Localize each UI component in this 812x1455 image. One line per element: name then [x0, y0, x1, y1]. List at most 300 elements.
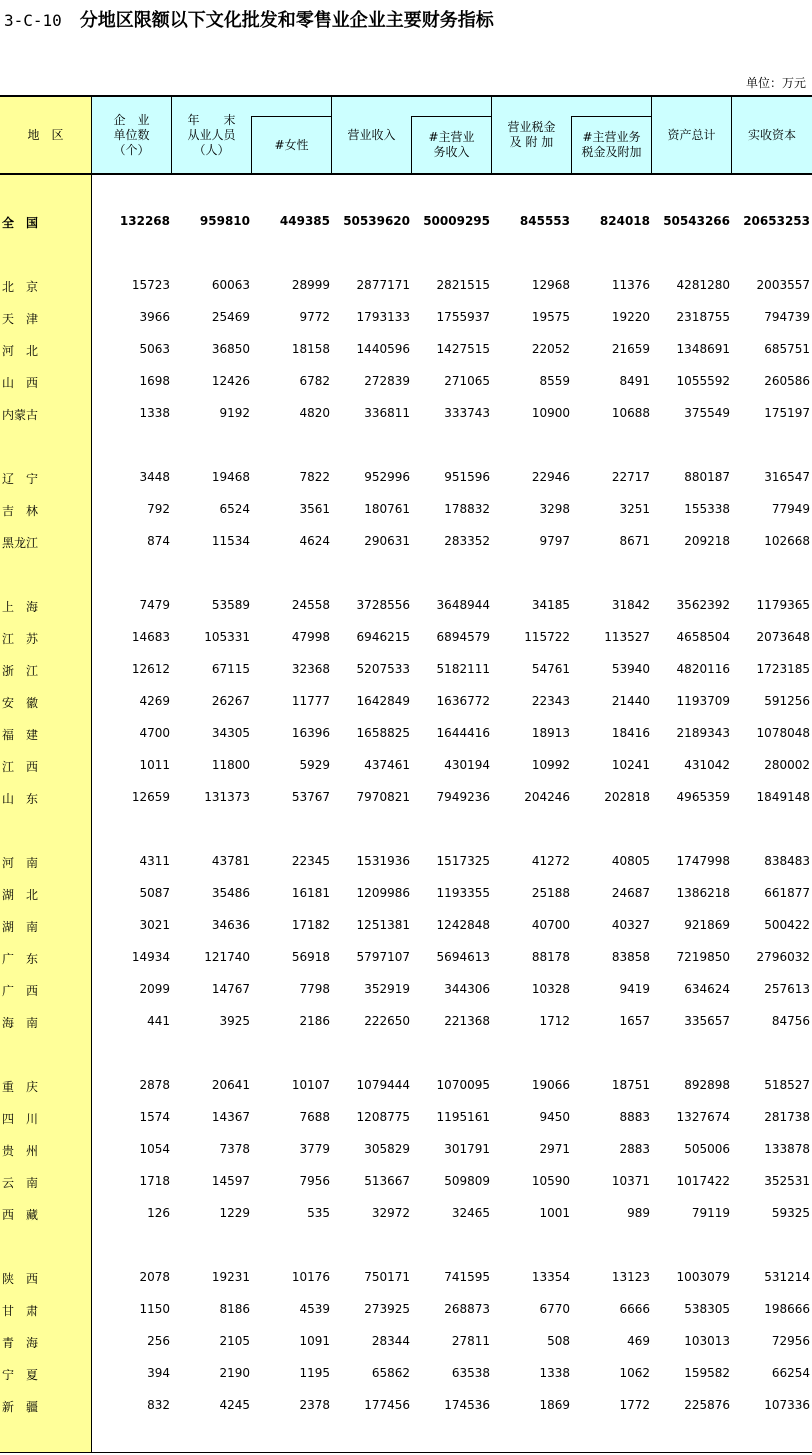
cell-value: 959810: [199, 214, 250, 228]
cell-value: 113527: [604, 630, 650, 644]
cell-value: 874: [147, 534, 170, 548]
row-region-name: 黑龙江: [2, 536, 39, 550]
cell-value: 8491: [619, 374, 650, 388]
cell-value: 1091: [299, 1334, 330, 1348]
cell-value: 28999: [291, 278, 330, 292]
cell-value: 13123: [611, 1270, 650, 1284]
cell-value: 204246: [524, 790, 570, 804]
table-row: [0, 1268, 812, 1288]
cell-value: 1793133: [356, 310, 410, 324]
table-row: [0, 1364, 812, 1384]
cell-value: 63538: [451, 1366, 490, 1380]
cell-value: 1078048: [756, 726, 810, 740]
cell-value: 1150: [139, 1302, 170, 1316]
cell-value: 7688: [299, 1110, 330, 1124]
table-row: [0, 308, 812, 328]
row-region-name: 宁 夏: [2, 1368, 39, 1382]
cell-value: 1869: [539, 1398, 570, 1412]
cell-value: 34636: [211, 918, 250, 932]
cell-value: 1723185: [756, 662, 810, 676]
row-region-name: 山 东: [2, 792, 39, 806]
cell-value: 352531: [764, 1174, 810, 1188]
row-region-name: 湖 北: [2, 888, 39, 902]
cell-value: 115722: [524, 630, 570, 644]
cell-value: 84756: [771, 1014, 810, 1028]
cell-value: 1209986: [356, 886, 410, 900]
cell-value: 83858: [611, 950, 650, 964]
cell-value: 59325: [771, 1206, 810, 1220]
cell-value: 31842: [611, 598, 650, 612]
cell-value: 2971: [539, 1142, 570, 1156]
cell-value: 794739: [764, 310, 810, 324]
cell-value: 4820: [299, 406, 330, 420]
cell-value: 305829: [364, 1142, 410, 1156]
cell-value: 10900: [531, 406, 570, 420]
cell-value: 50539620: [343, 214, 410, 228]
cell-value: 27811: [451, 1334, 490, 1348]
row-region-name: 贵 州: [2, 1144, 39, 1158]
cell-value: 1642849: [356, 694, 410, 708]
row-region-name: 福 建: [2, 728, 39, 742]
cell-value: 6524: [219, 502, 250, 516]
cell-value: 10371: [611, 1174, 650, 1188]
table-row: [0, 724, 812, 744]
cell-value: 131373: [204, 790, 250, 804]
table-row: [0, 1108, 812, 1128]
cell-value: 24687: [611, 886, 650, 900]
cell-value: 1348691: [676, 342, 730, 356]
cell-value: 18751: [611, 1078, 650, 1092]
cell-value: 47998: [291, 630, 330, 644]
cell-value: 103013: [684, 1334, 730, 1348]
cell-value: 2105: [219, 1334, 250, 1348]
row-region-name: 云 南: [2, 1176, 39, 1190]
cell-value: 67115: [211, 662, 250, 676]
cell-value: 72956: [771, 1334, 810, 1348]
cell-value: 394: [147, 1366, 170, 1380]
cell-value: 202818: [604, 790, 650, 804]
cell-value: 268873: [444, 1302, 490, 1316]
table-row: [0, 660, 812, 680]
row-region-name: 海 南: [2, 1016, 39, 1030]
cell-value: 316547: [764, 470, 810, 484]
cell-value: 1193355: [436, 886, 490, 900]
cell-value: 1070095: [436, 1078, 490, 1092]
cell-value: 17182: [291, 918, 330, 932]
table-row: [0, 884, 812, 904]
cell-value: 1718: [139, 1174, 170, 1188]
cell-value: 5182111: [436, 662, 490, 676]
row-region-name: 山 西: [2, 376, 39, 390]
cell-value: 19468: [211, 470, 250, 484]
table-title: 分地区限额以下文化批发和零售业企业主要财务指标: [79, 10, 494, 31]
cell-value: 838483: [764, 854, 810, 868]
cell-value: 3966: [139, 310, 170, 324]
table-row: [0, 852, 812, 872]
cell-value: 22345: [291, 854, 330, 868]
cell-value: 750171: [364, 1270, 410, 1284]
cell-value: 32368: [291, 662, 330, 676]
cell-value: 1079444: [356, 1078, 410, 1092]
header-assets: 资产总计: [667, 127, 716, 142]
unit-label: 单位：万元: [745, 76, 806, 90]
cell-value: 10688: [611, 406, 650, 420]
cell-value: 505006: [684, 1142, 730, 1156]
cell-value: 19066: [531, 1078, 570, 1092]
cell-value: 14367: [211, 1110, 250, 1124]
table-row: [0, 1012, 812, 1032]
cell-value: 832: [147, 1398, 170, 1412]
cell-value: 431042: [684, 758, 730, 772]
cell-value: 344306: [444, 982, 490, 996]
cell-value: 989: [627, 1206, 650, 1220]
row-region-name: 全 国: [2, 216, 39, 230]
cell-value: 1242848: [436, 918, 490, 932]
cell-value: 34305: [211, 726, 250, 740]
row-region-name: 江 苏: [2, 632, 39, 646]
table-row: [0, 500, 812, 520]
table-row: [0, 628, 812, 648]
cell-value: 11800: [211, 758, 250, 772]
cell-value: 22946: [531, 470, 570, 484]
header-revenue: 营业收入: [347, 127, 396, 142]
cell-value: 1001: [539, 1206, 570, 1220]
cell-value: 107336: [764, 1398, 810, 1412]
cell-value: 12968: [531, 278, 570, 292]
cell-value: 43781: [211, 854, 250, 868]
cell-value: 2378: [299, 1398, 330, 1412]
cell-value: 1179365: [756, 598, 810, 612]
table-row: [0, 916, 812, 936]
table-row: [0, 692, 812, 712]
row-region-name: 上 海: [2, 600, 39, 614]
table-row: [0, 596, 812, 616]
cell-value: 4658504: [676, 630, 730, 644]
cell-value: 1755937: [436, 310, 490, 324]
cell-value: 10328: [531, 982, 570, 996]
cell-value: 280002: [764, 758, 810, 772]
row-region-name: 广 西: [2, 984, 39, 998]
cell-value: 1055592: [676, 374, 730, 388]
cell-value: 1772: [619, 1398, 650, 1412]
cell-value: 1386218: [676, 886, 730, 900]
cell-value: 174536: [444, 1398, 490, 1412]
cell-value: 7956: [299, 1174, 330, 1188]
table-row: [0, 1140, 812, 1160]
cell-value: 12426: [211, 374, 250, 388]
cell-value: 7378: [219, 1142, 250, 1156]
cell-value: 133878: [764, 1142, 810, 1156]
cell-value: 256: [147, 1334, 170, 1348]
table-top-border: [0, 95, 812, 97]
cell-value: 11777: [291, 694, 330, 708]
cell-value: 4311: [139, 854, 170, 868]
cell-value: 3251: [619, 502, 650, 516]
cell-value: 518527: [764, 1078, 810, 1092]
row-region-name: 北 京: [2, 280, 39, 294]
cell-value: 952996: [364, 470, 410, 484]
cell-value: 6782: [299, 374, 330, 388]
cell-value: 8186: [219, 1302, 250, 1316]
cell-value: 2318755: [676, 310, 730, 324]
header-employees: 年 末 从业人员 （人）: [187, 112, 236, 157]
cell-value: 1517325: [436, 854, 490, 868]
cell-value: 6946215: [356, 630, 410, 644]
cell-value: 441: [147, 1014, 170, 1028]
cell-value: 53589: [211, 598, 250, 612]
header-bottom-border: [0, 173, 812, 175]
cell-value: 513667: [364, 1174, 410, 1188]
table-row: [0, 948, 812, 968]
cell-value: 22343: [531, 694, 570, 708]
cell-value: 3021: [139, 918, 170, 932]
row-region-name: 河 北: [2, 344, 39, 358]
cell-value: 1229: [219, 1206, 250, 1220]
table-row: [0, 532, 812, 552]
cell-value: 921869: [684, 918, 730, 932]
cell-value: 50009295: [423, 214, 490, 228]
cell-value: 9450: [539, 1110, 570, 1124]
table-code: 3-C-10: [4, 11, 62, 30]
cell-value: 225876: [684, 1398, 730, 1412]
cell-value: 1698: [139, 374, 170, 388]
cell-value: 301791: [444, 1142, 490, 1156]
cell-value: 18416: [611, 726, 650, 740]
cell-value: 1195161: [436, 1110, 490, 1124]
cell-value: 132268: [119, 214, 170, 228]
cell-value: 6894579: [436, 630, 490, 644]
header-main-tax: #主营业务 税金及附加: [581, 130, 642, 159]
cell-value: 102668: [764, 534, 810, 548]
cell-value: 65862: [371, 1366, 410, 1380]
cell-value: 1644416: [436, 726, 490, 740]
cell-value: 1658825: [356, 726, 410, 740]
cell-value: 1427515: [436, 342, 490, 356]
cell-value: 222650: [364, 1014, 410, 1028]
cell-value: 792: [147, 502, 170, 516]
cell-value: 1208775: [356, 1110, 410, 1124]
table-row: [0, 1396, 812, 1416]
cell-value: 272839: [364, 374, 410, 388]
cell-value: 951596: [444, 470, 490, 484]
cell-value: 352919: [364, 982, 410, 996]
table-row: [0, 1172, 812, 1192]
cell-value: 175197: [764, 406, 810, 420]
cell-value: 1747998: [676, 854, 730, 868]
cell-value: 335657: [684, 1014, 730, 1028]
cell-value: 4700: [139, 726, 170, 740]
cell-value: 7822: [299, 470, 330, 484]
cell-value: 180761: [364, 502, 410, 516]
cell-value: 531214: [764, 1270, 810, 1284]
cell-value: 4245: [219, 1398, 250, 1412]
cell-value: 8559: [539, 374, 570, 388]
row-region-name: 甘 肃: [2, 1304, 39, 1318]
cell-value: 10176: [291, 1270, 330, 1284]
row-region-name: 新 疆: [2, 1400, 39, 1414]
cell-value: 53767: [291, 790, 330, 804]
cell-value: 1849148: [756, 790, 810, 804]
cell-value: 14683: [131, 630, 170, 644]
cell-value: 2099: [139, 982, 170, 996]
cell-value: 32972: [371, 1206, 410, 1220]
cell-value: 1251381: [356, 918, 410, 932]
page-title: [4, 6, 494, 32]
cell-value: 19575: [531, 310, 570, 324]
cell-value: 21440: [611, 694, 650, 708]
table-row: [0, 1076, 812, 1096]
cell-value: 437461: [364, 758, 410, 772]
cell-value: 7798: [299, 982, 330, 996]
cell-value: 333743: [444, 406, 490, 420]
cell-value: 845553: [519, 214, 570, 228]
cell-value: 105331: [204, 630, 250, 644]
cell-value: 4281280: [676, 278, 730, 292]
cell-value: 14597: [211, 1174, 250, 1188]
cell-value: 15723: [131, 278, 170, 292]
header-tax: 营业税金 及 附 加: [507, 120, 556, 149]
cell-value: 8883: [619, 1110, 650, 1124]
cell-value: 1712: [539, 1014, 570, 1028]
cell-value: 375549: [684, 406, 730, 420]
cell-value: 8671: [619, 534, 650, 548]
cell-value: 1054: [139, 1142, 170, 1156]
cell-value: 500422: [764, 918, 810, 932]
cell-value: 60063: [211, 278, 250, 292]
cell-value: 535: [307, 1206, 330, 1220]
cell-value: 10107: [291, 1078, 330, 1092]
cell-value: 159582: [684, 1366, 730, 1380]
cell-value: 36850: [211, 342, 250, 356]
cell-value: 5207533: [356, 662, 410, 676]
cell-value: 34185: [531, 598, 570, 612]
cell-value: 449385: [279, 214, 330, 228]
cell-value: 10590: [531, 1174, 570, 1188]
cell-value: 32465: [451, 1206, 490, 1220]
cell-value: 1062: [619, 1366, 650, 1380]
cell-value: 2003557: [756, 278, 810, 292]
cell-value: 198666: [764, 1302, 810, 1316]
cell-value: 2883: [619, 1142, 650, 1156]
header-region: 地 区: [27, 127, 64, 142]
cell-value: 2878: [139, 1078, 170, 1092]
cell-value: 40805: [611, 854, 650, 868]
header-female: #女性: [274, 137, 309, 152]
cell-value: 2186: [299, 1014, 330, 1028]
cell-value: 5929: [299, 758, 330, 772]
cell-value: 10241: [611, 758, 650, 772]
cell-value: 88178: [531, 950, 570, 964]
cell-value: 469: [627, 1334, 650, 1348]
cell-value: 3728556: [356, 598, 410, 612]
row-region-name: 浙 江: [2, 664, 39, 678]
cell-value: 2821515: [436, 278, 490, 292]
cell-value: 66254: [771, 1366, 810, 1380]
cell-value: 634624: [684, 982, 730, 996]
cell-value: 1195: [299, 1366, 330, 1380]
cell-value: 50543266: [663, 214, 730, 228]
cell-value: 18158: [291, 342, 330, 356]
cell-value: 16181: [291, 886, 330, 900]
cell-value: 177456: [364, 1398, 410, 1412]
cell-value: 1531936: [356, 854, 410, 868]
cell-value: 7219850: [676, 950, 730, 964]
cell-value: 336811: [364, 406, 410, 420]
row-region-name: 内蒙古: [2, 408, 39, 422]
cell-value: 1657: [619, 1014, 650, 1028]
cell-value: 538305: [684, 1302, 730, 1316]
cell-value: 7970821: [356, 790, 410, 804]
cell-value: 11376: [611, 278, 650, 292]
table-row: [0, 372, 812, 392]
cell-value: 260586: [764, 374, 810, 388]
cell-value: 3779: [299, 1142, 330, 1156]
table-row: [0, 980, 812, 1000]
cell-value: 880187: [684, 470, 730, 484]
cell-value: 271065: [444, 374, 490, 388]
cell-value: 18913: [531, 726, 570, 740]
cell-value: 1193709: [676, 694, 730, 708]
cell-value: 290631: [364, 534, 410, 548]
cell-value: 2078: [139, 1270, 170, 1284]
row-region-name: 安 徽: [2, 696, 39, 710]
cell-value: 1338: [539, 1366, 570, 1380]
row-region-name: 四 川: [2, 1112, 39, 1126]
row-region-name: 吉 林: [2, 504, 39, 518]
cell-value: 1574: [139, 1110, 170, 1124]
cell-value: 2877171: [356, 278, 410, 292]
cell-value: 1636772: [436, 694, 490, 708]
cell-value: 19220: [611, 310, 650, 324]
header-firms: 企 业 单位数 （个）: [113, 112, 150, 157]
row-region-name: 天 津: [2, 312, 39, 326]
cell-value: 591256: [764, 694, 810, 708]
table-row: [0, 1300, 812, 1320]
cell-value: 54761: [531, 662, 570, 676]
cell-value: 22717: [611, 470, 650, 484]
cell-value: 24558: [291, 598, 330, 612]
cell-value: 2190: [219, 1366, 250, 1380]
cell-value: 155338: [684, 502, 730, 516]
table-row: [0, 1332, 812, 1352]
cell-value: 5087: [139, 886, 170, 900]
cell-value: 20641: [211, 1078, 250, 1092]
cell-value: 508: [547, 1334, 570, 1348]
cell-value: 178832: [444, 502, 490, 516]
cell-value: 824018: [599, 214, 650, 228]
cell-value: 7479: [139, 598, 170, 612]
cell-value: 9192: [219, 406, 250, 420]
table-row-total: [0, 212, 812, 232]
cell-value: 685751: [764, 342, 810, 356]
row-region-name: 河 南: [2, 856, 39, 870]
row-region-name: 青 海: [2, 1336, 39, 1350]
cell-value: 56918: [291, 950, 330, 964]
row-region-name: 陕 西: [2, 1272, 39, 1286]
cell-value: 3448: [139, 470, 170, 484]
row-region-name: 湖 南: [2, 920, 39, 934]
cell-value: 12659: [131, 790, 170, 804]
cell-value: 1327674: [676, 1110, 730, 1124]
cell-value: 79119: [691, 1206, 730, 1220]
cell-value: 77949: [771, 502, 810, 516]
cell-value: 1017422: [676, 1174, 730, 1188]
table-row: [0, 340, 812, 360]
cell-value: 4965359: [676, 790, 730, 804]
cell-value: 121740: [204, 950, 250, 964]
cell-value: 25469: [211, 310, 250, 324]
cell-value: 9419: [619, 982, 650, 996]
